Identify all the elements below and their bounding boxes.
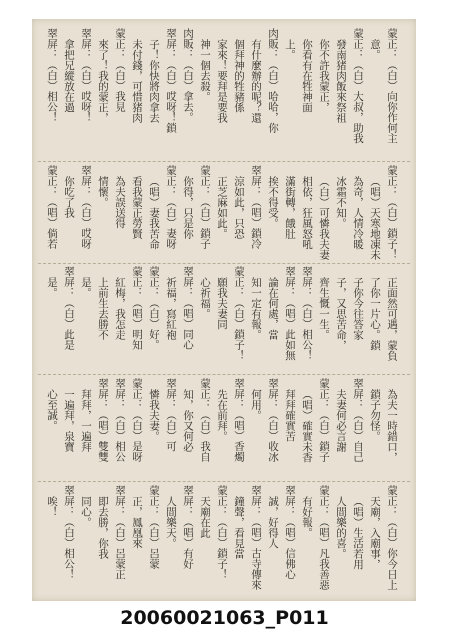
text-column: 蒙正：（白）是呀 (131, 378, 143, 462)
text-column: 同心。 (80, 495, 92, 527)
text-column: 即去勝，你我 (97, 495, 109, 559)
text-column: 蒙正：（白）鎖子 (318, 378, 330, 462)
text-column: 蒙正：（白）大叔，助我 (352, 28, 364, 144)
text-column: 翠屏：（白）呂蒙正 (114, 485, 126, 580)
text-tier-3 (42, 266, 400, 371)
text-column: 翠屏：（唱）鎖冷 (250, 165, 262, 249)
text-column: 你吃了我 (63, 175, 75, 218)
text-column: 拜拜確實苦 (284, 388, 296, 441)
text-column: 正面然可遇，蒙負 (386, 276, 398, 361)
text-column: 翠屏：（白）相公！ (63, 485, 75, 580)
text-column: 未付錢，可惜猪肉 (131, 38, 143, 123)
text-column: 翠屏：（白）哎呀 (80, 165, 92, 249)
text-column: 天廟在此 (199, 495, 211, 538)
text-column: 蒙正：（唱）凡我善惡 (318, 485, 330, 590)
text-column: 意。 (369, 38, 381, 60)
text-tier-2 (42, 165, 400, 262)
text-column: 神一個去殺。 (199, 38, 211, 102)
text-tier-4 (42, 378, 400, 473)
text-column: 憐我夫妻。 (148, 388, 160, 441)
text-column: 翠屏：（白）哎呀！鎖 (165, 28, 177, 133)
text-column: 翠屏：（唱）古寺傳來 (250, 485, 262, 590)
text-column: 唉！ (46, 495, 58, 517)
text-column: 看我蒙正勞賢 (131, 175, 143, 239)
text-column: 翠屏：（唱）信佛心 (284, 485, 296, 580)
text-column: 蒙正：（唱）明知 (131, 266, 143, 350)
text-column: （白）可憐我夫妻 (318, 175, 330, 260)
text-column: 發南猪肉飯來祭祖 (335, 38, 347, 123)
text-column: 知一定有報。 (250, 276, 262, 340)
text-column: 蒙正：（白）我見 (114, 28, 126, 112)
text-column: 翠屏：（白）可 (165, 378, 177, 452)
text-column: 心至誠。 (46, 388, 58, 431)
text-column: 你得，只是你 (182, 175, 194, 239)
text-column: 鐘聲，看見當 (233, 495, 245, 559)
text-column: （唱）生活若用 (352, 495, 364, 569)
text-column: 子，又思苦命， (335, 276, 347, 350)
page-id-caption: 20060021063_P011 (120, 607, 329, 629)
text-column: 何用。 (250, 388, 262, 420)
text-column: 蒙正：（白）妻呀 (165, 165, 177, 249)
text-column: 蒙正：（白）鎖子！ (233, 266, 245, 361)
text-column: 為奇，人情冷暖 (352, 175, 364, 249)
text-column: 論在何處，當 (267, 276, 279, 340)
text-column: 心祈福。 (199, 276, 211, 319)
text-column: 願我夫妻同 (216, 276, 228, 329)
text-column: 人間樂天。 (165, 495, 177, 548)
text-column: 蒙正：（白）我自 (199, 378, 211, 462)
text-tier-5 (42, 485, 400, 593)
text-column: 為夫一時錯口， (386, 388, 398, 462)
text-column: 翠屏：（唱）同心 (182, 266, 194, 350)
text-column: 拿把兄縱放在過 (63, 38, 75, 112)
text-column: 鎖子勿怪。 (369, 388, 381, 441)
text-column: 來了！我的蒙正， (97, 38, 109, 123)
text-column: 翠屏：（白）相公 (114, 378, 126, 462)
text-column: （唱）妻我苦命 (148, 175, 160, 249)
text-column: 翠屏：（白）相公！ (301, 266, 313, 361)
text-column: 誠，好得人 (267, 495, 279, 548)
text-column: 情懷。 (97, 175, 109, 207)
text-column: 翠屏：（白）哎呀！ (80, 28, 92, 123)
tier-divider (38, 263, 410, 264)
text-column: 你不許我蒙正， (318, 38, 330, 112)
text-column: 翠屏：（唱）此如無 (284, 266, 296, 361)
text-column: 子！你快將肉拿去 (148, 38, 160, 123)
text-column: 是。 (80, 276, 92, 298)
text-column: 人間樂的喜。 (335, 495, 347, 559)
text-column: 翠屏：（唱）雙雙 (97, 378, 109, 462)
text-column: 挨不得受。 (267, 175, 279, 228)
text-column: （唱）確實未香 (301, 388, 313, 462)
text-column: 了你一片心。鎖 (369, 276, 381, 350)
text-column: 正，鳳凰來 (131, 495, 143, 548)
text-column: 先在前拜。 (216, 388, 228, 441)
text-column: 翠屏：（唱）有好 (182, 485, 194, 569)
text-column: 涼如此，只恐 (233, 175, 245, 239)
tier-divider (38, 481, 410, 482)
text-column: （唱）天寒地凍未 (369, 175, 381, 260)
text-column: 肉販：（白）拿去。 (182, 28, 194, 123)
text-column: 翠屏：（白）自己 (352, 378, 364, 462)
text-column: 祈福，寫紅袍 (165, 276, 177, 340)
tier-divider (38, 161, 410, 162)
text-column: 翠屏：（白）此是 (63, 266, 75, 350)
text-column: 為夫誤送得 (114, 175, 126, 228)
text-column: 蒙正：（白）鎖子 (199, 165, 211, 249)
text-column: 正芝麻如此。 (216, 175, 228, 239)
text-column: 蒙正：（白）呂蒙 (148, 485, 160, 569)
text-column: 冰霜不知。 (335, 175, 347, 228)
text-column: 肉販：（白）哈哈，你 (267, 28, 279, 133)
text-column: 翠屏：（白）相公！ (46, 28, 58, 123)
text-column: 子你今往答家 (352, 276, 364, 340)
text-column: 夫妻何必言謝 (335, 388, 347, 452)
text-column: 蒙正：（唱）倘若 (46, 165, 58, 249)
text-column: 滿街轉，餓肚 (284, 175, 296, 239)
text-column: 翠屏：（唱）香燭 (233, 378, 245, 462)
text-column: 蒙正：（白）你今日上 (386, 485, 398, 590)
text-column: 拜拜，一遍拜 (80, 388, 92, 452)
text-column: 上前生去勝不 (97, 276, 109, 340)
text-tier-1 (42, 28, 400, 158)
text-column: 紅梅，我怎走 (114, 276, 126, 340)
text-column: 知，你又何必 (182, 388, 194, 452)
tier-divider (38, 374, 410, 375)
text-column: 翠屏：（白）收冰 (267, 378, 279, 462)
text-column: 天廟，入廟事， (369, 495, 381, 569)
text-column: 相依，狂風怒吼 (301, 175, 313, 249)
text-column: 齊生慨一生。 (318, 276, 330, 340)
text-column: 一遍拜，泉寶 (63, 388, 75, 452)
text-column: 是。 (46, 276, 58, 298)
text-column: 蒙正：（白）鎖子！ (386, 165, 398, 260)
text-column: 上。 (284, 38, 296, 60)
text-column: 蒙正：（白）鎖子！ (216, 485, 228, 580)
text-column: 蒙正：（白）向你作何主 (386, 28, 398, 144)
text-column: 蒙正：（白）好。 (148, 266, 160, 350)
text-column: 你看有在牲神面 (301, 38, 313, 112)
text-column: 個拜神的牲豬係 (233, 38, 245, 112)
text-column: 有什麼辦的呢？還 (250, 38, 262, 123)
text-column: 家來！要拜是要我 (216, 38, 228, 123)
text-column: 有好報。 (301, 495, 313, 538)
